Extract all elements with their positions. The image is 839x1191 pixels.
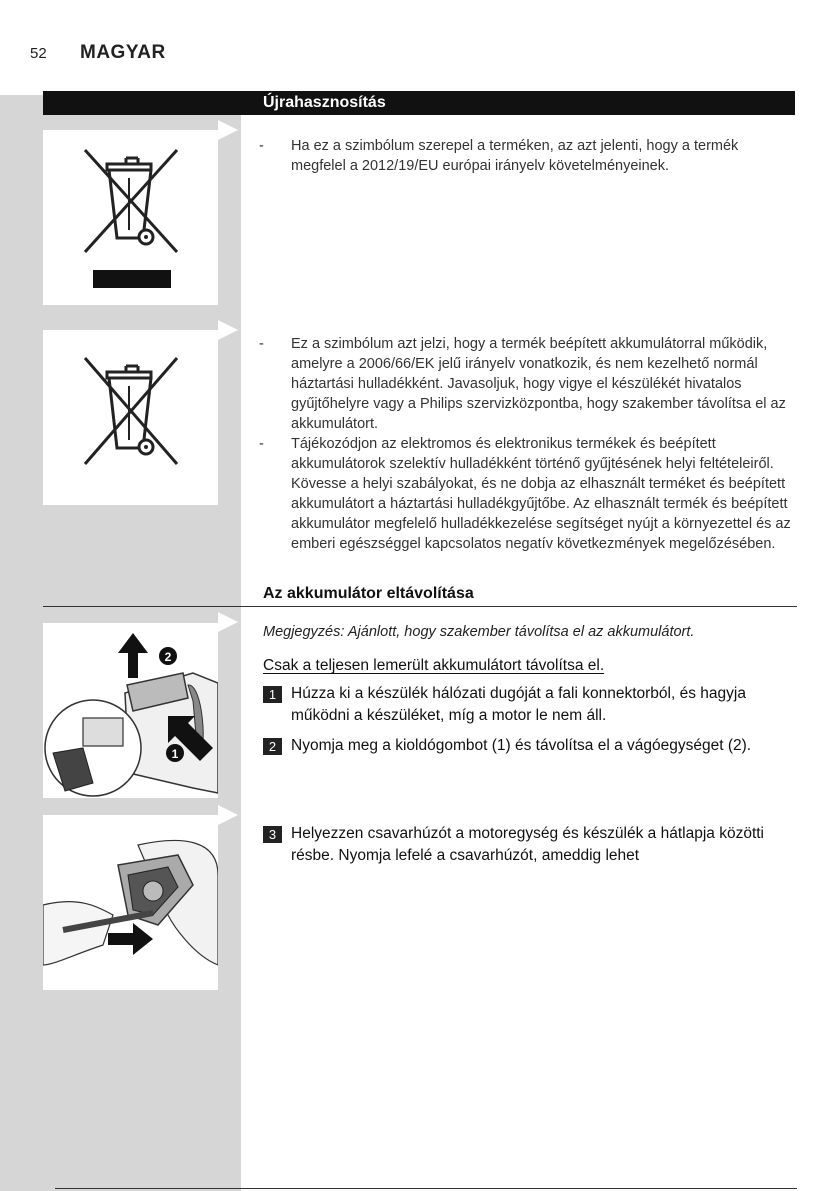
divider <box>43 606 797 607</box>
bullet-battery <box>259 334 793 434</box>
bullet-text: Ha ez a szimbólum szerepel a terméken, az azt jelenti, hogy a termék megfelel a 2012/19/EU európai irányelv követelményeinek. <box>291 138 739 174</box>
step-number: 2 <box>263 738 282 755</box>
figure-pointer <box>218 320 238 340</box>
note-text: Megjegyzés: Ajánlott, hogy szakember távolítsa el az akkumulátort. <box>263 624 695 640</box>
callout-label-1: 1 <box>171 747 179 761</box>
screwdriver-figure <box>43 815 218 990</box>
bullet-dash: - <box>259 138 264 154</box>
figure-pointer <box>218 612 238 632</box>
step-text: Helyezzen csavarhúzót a motoregység és készülék a hátlapja közötti résbe. Nyomja lefelé a csavarhúzót, ameddig lehet <box>291 825 764 864</box>
crossed-bin-icon <box>43 330 218 505</box>
section-title-recycling: Újrahasznosítás <box>263 94 386 111</box>
language-heading: MAGYAR <box>80 42 166 63</box>
battery-symbol-figure <box>43 330 218 505</box>
bullet-dash: - <box>259 336 264 352</box>
warning-text: Csak a teljesen lemerült akkumulátort távolítsa el. <box>263 657 605 674</box>
step-text: Húzza ki a készülék hálózati dugóját a fali konnektorból, és hagyja működni a készüléket, míg a motor le nem áll. <box>291 685 746 724</box>
shaver-illustration <box>43 623 218 798</box>
step-number: 3 <box>263 826 282 843</box>
step-number: 1 <box>263 686 282 703</box>
bullet-dash: - <box>259 436 264 452</box>
callout-label-2: 2 <box>164 650 172 664</box>
step-text: Nyomja meg a kioldógombot (1) és távolítsa el a vágóegységet (2). <box>291 737 752 754</box>
bullet-text: Tájékozódjon az elektromos és elektronikus termékek és beépített akkumulátorok szelektív hulladékként történő gyűjtésének helyi feltételeiről. Kövesse a helyi szabályokat, és ne dobja az elhasznált terméket és beépített akkumulátort a háztartási hulladékgyűjtőbe. Az elhasznált termék és beépített akkumulátor megfelelő hulladékkezelése segítséget nyújt a környezettel és az emberi egészséggel kapcsolatos negatív következmények megelőzésében. <box>291 436 791 552</box>
bullet-weee <box>259 136 791 176</box>
bullet-text: Ez a szimbólum azt jelzi, hogy a termék beépített akkumulátorral működik, amelyre a 2006/66/EK jelű irányelv vonatkozik, és nem kezelhető normál háztartási hulladékként. Javasoljuk, hogy vigye el készülékét hivatalos gyűjtőhelyre vagy a Philips szervizközpontba, hogy szakember távolítsa el az akkumulátort. <box>291 336 786 432</box>
shaver-release-figure <box>43 623 218 798</box>
figure-pointer <box>218 120 238 140</box>
section-title-battery-removal: Az akkumulátor eltávolítása <box>263 585 474 602</box>
crossed-bin-icon <box>43 130 218 305</box>
weee-symbol-figure <box>43 130 218 305</box>
bullet-collection <box>259 434 793 554</box>
step-1 <box>263 683 793 727</box>
page-number: 52 <box>30 45 47 62</box>
section-title-bar <box>43 91 795 115</box>
screwdriver-illustration <box>43 815 218 990</box>
step-3 <box>263 823 793 867</box>
figure-pointer <box>218 805 238 825</box>
step-2 <box>263 735 803 757</box>
footer-divider <box>55 1188 797 1189</box>
